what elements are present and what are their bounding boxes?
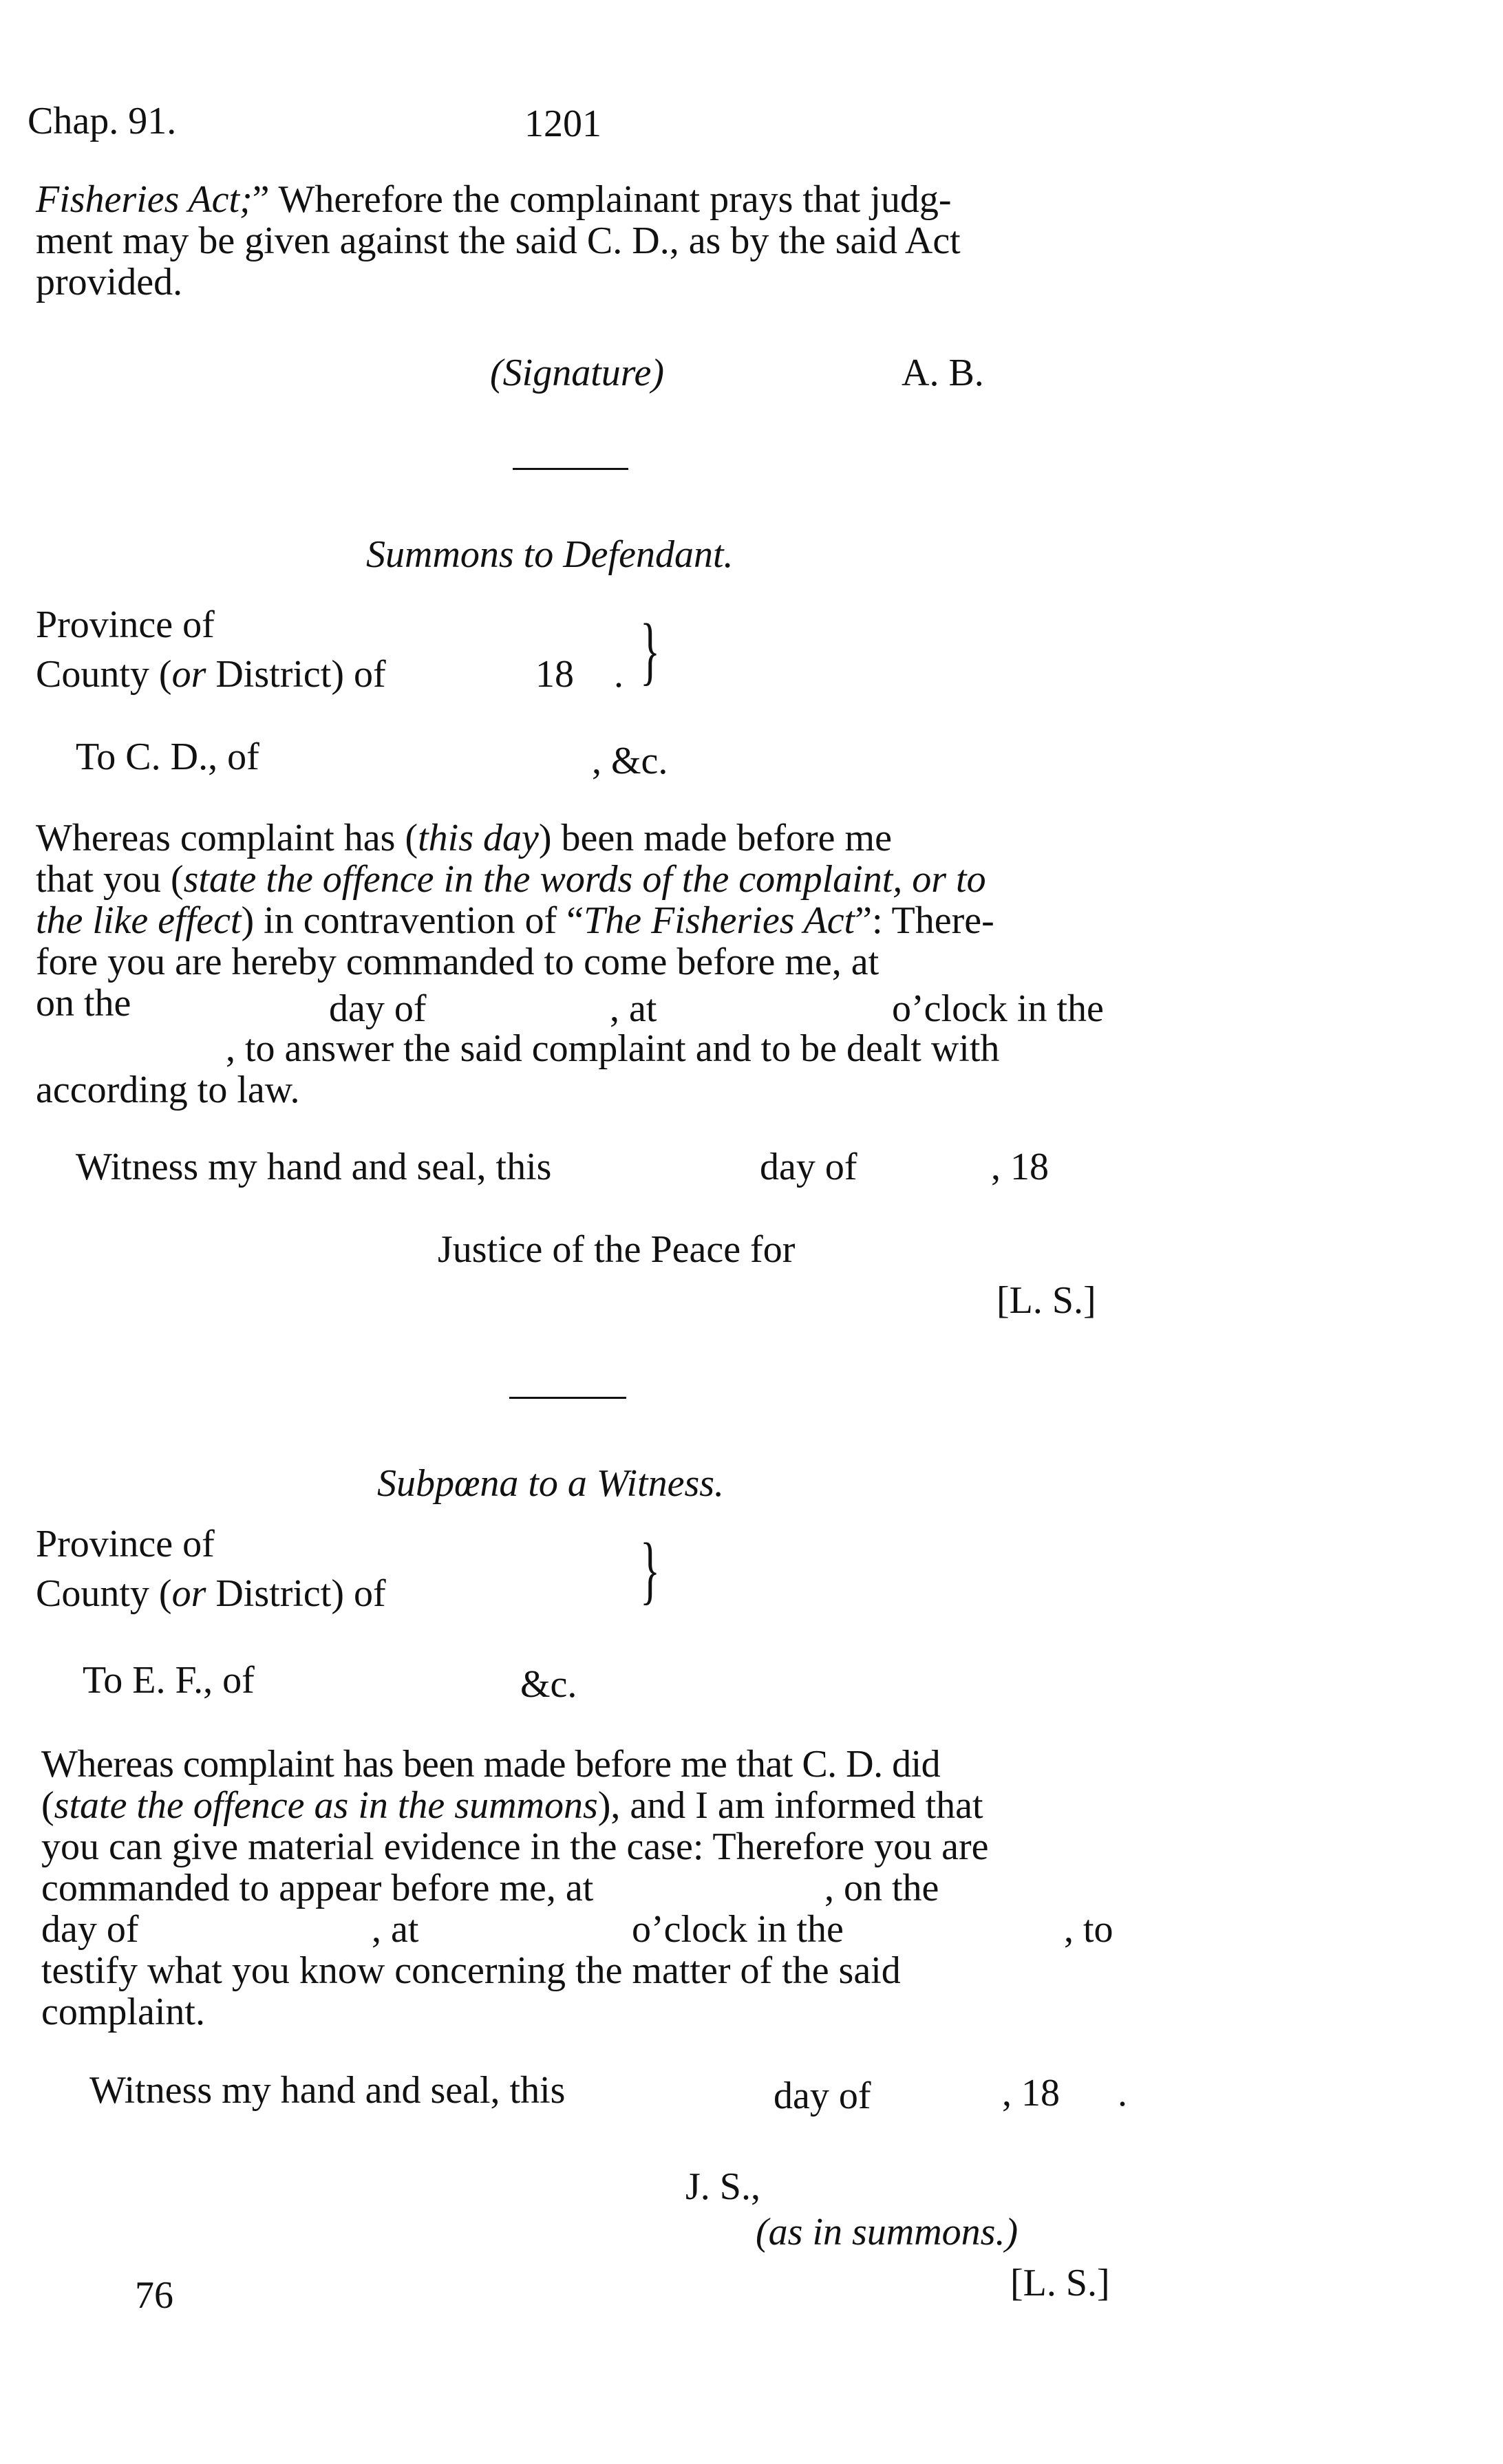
curly-brace-icon: } (640, 608, 661, 692)
subpoena-body-line-4a: commanded to appear before me, at (41, 1867, 594, 1909)
subpoena-body-line-5c: o’clock in the (632, 1908, 844, 1951)
subpoena-signer-note: (as in summons.) (756, 2211, 1019, 2253)
summons-province-label: Province of (36, 603, 215, 646)
subpoena-body-line-5d: , to (1064, 1908, 1113, 1951)
summons-body-line-5d: o’clock in the (892, 987, 1104, 1030)
summons-body-line-5a: on the (36, 982, 131, 1025)
summons-body-line-4: fore you are hereby commanded to come before me, at (36, 941, 880, 983)
complaint-line-1: Fisheries Act;” Wherefore the complainant prays that judg- (36, 178, 952, 221)
subpoena-province-label: Province of (36, 1523, 215, 1565)
subpoena-body-line-2: (state the offence as in the summons), and I am informed that (41, 1784, 983, 1827)
subpoena-body-line-7: complaint. (41, 1991, 205, 2033)
summons-body-line-7: according to law. (36, 1069, 300, 1111)
signature-mark: 76 (135, 2274, 173, 2317)
summons-to-etc: , &c. (592, 740, 668, 782)
signature-label: (Signature) (490, 352, 664, 394)
summons-body-line-3: the like effect) in contravention of “The Fisheries Act”: There- (36, 899, 994, 942)
complaint-line-2: ment may be given against the said C. D., as by the said Act (36, 219, 961, 262)
subpoena-witness-year: , 18 (1002, 2072, 1060, 2114)
section-divider (509, 1397, 626, 1399)
subpoena-signer: J. S., (685, 2165, 760, 2208)
subpoena-body-line-5a: day of (41, 1908, 139, 1951)
signature-name: A. B. (902, 352, 984, 394)
summons-body-line-5c: , at (610, 987, 657, 1030)
summons-seal: [L. S.] (996, 1279, 1096, 1322)
summons-heading: Summons to Defendant. (366, 533, 734, 576)
subpoena-body-line-4b: , on the (824, 1867, 939, 1909)
summons-body-line-1: Whereas complaint has (this day) been made before me (36, 817, 892, 859)
summons-date-dot: . (614, 653, 623, 696)
subpoena-body-line-6: testify what you know concerning the matter of the said (41, 1949, 901, 1992)
subpoena-witness-dot: . (1118, 2072, 1127, 2114)
summons-witness-year: , 18 (991, 1146, 1049, 1188)
summons-body-line-2: that you (state the offence in the words of the complaint, or to (36, 858, 986, 901)
subpoena-to-etc: &c. (520, 1663, 577, 1706)
subpoena-to-line: To E. F., of (83, 1659, 255, 1702)
summons-body-line-6: , to answer the said complaint and to be dealt with (226, 1027, 1000, 1070)
subpoena-county-label: County (or District) of (36, 1572, 386, 1615)
summons-to-line: To C. D., of (76, 736, 259, 778)
summons-justice-line: Justice of the Peace for (438, 1228, 796, 1271)
summons-body-line-5b: day of (329, 987, 427, 1030)
subpoena-body-line-1: Whereas complaint has been made before me that C. D. did (41, 1743, 941, 1786)
subpoena-heading: Subpœna to a Witness. (377, 1462, 725, 1505)
section-divider (513, 468, 628, 470)
summons-county-label: County (or District) of (36, 653, 386, 696)
subpoena-body-line-3: you can give material evidence in the case: Therefore you are (41, 1825, 989, 1868)
subpoena-seal: [L. S.] (1010, 2262, 1110, 2304)
chapter-label: Chap. 91. (28, 100, 177, 142)
summons-date-year: 18 (535, 653, 574, 696)
summons-witness-day: day of (760, 1146, 857, 1188)
curly-brace-icon: } (640, 1528, 661, 1611)
subpoena-body-line-5b: , at (372, 1908, 419, 1951)
summons-witness-text: Witness my hand and seal, this (76, 1146, 552, 1188)
subpoena-witness-text: Witness my hand and seal, this (89, 2069, 566, 2112)
complaint-line-3: provided. (36, 261, 183, 303)
subpoena-witness-day: day of (774, 2075, 871, 2117)
page-number: 1201 (524, 103, 601, 145)
